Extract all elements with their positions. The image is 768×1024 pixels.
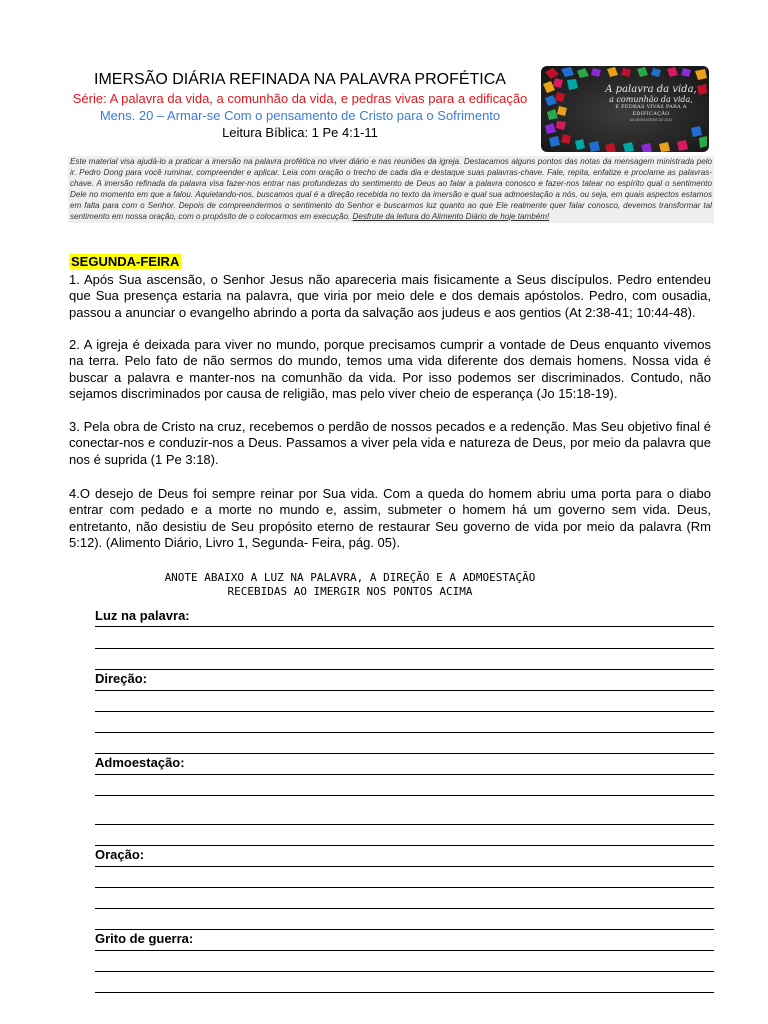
paragraph-1: 1. Após Sua ascensão, o Senhor Jesus não apareceria mais fisicamente a Seus discípulos. Pedro entendeu que Sua presença estaria na palavra, que viria por meio dele e dos demais apóstolos. Pedro, com ousadia, passou a anunciar o evangelho abrindo a porta da salvação aos judeus e aos gentios (At 2:38-41; 10:44-48). bbox=[69, 272, 711, 320]
banner-line-4: AS MENSAGENS DE 2022 bbox=[629, 118, 673, 122]
banner-line-2: a comunhão da vida, bbox=[609, 95, 693, 104]
bible-reading: Leitura Bíblica: 1 Pe 4:1-11 bbox=[222, 125, 378, 140]
paragraph-2: 2. A igreja é deixada para viver no mundo, porque precisamos cumprir a vontade de Deus enquanto vivemos na terra. Pelo fato de não sermos do mundo, temos uma vida diferente dos demais homens. Nossa vida é buscar a palavra e manter-nos na comunhão da vida. Por isso podemos ser discriminados. Contudo, não sejamos discriminados por causa de religião, mas pelo viver cheio de esperança (Jo 15:18-19). bbox=[69, 337, 711, 402]
series-title: Série: A palavra da vida, a comunhão da vida, e pedras vivas para a edificação bbox=[72, 91, 528, 106]
field-label-direcao: Direção: bbox=[95, 671, 148, 686]
writing-line[interactable] bbox=[95, 795, 714, 796]
writing-line[interactable] bbox=[95, 950, 714, 951]
writing-line[interactable] bbox=[95, 732, 714, 733]
writing-line[interactable] bbox=[95, 929, 714, 930]
document-header bbox=[60, 70, 540, 141]
writing-line[interactable] bbox=[95, 774, 714, 775]
writing-line[interactable] bbox=[95, 866, 714, 867]
document-title: IMERSÃO DIÁRIA REFINADA NA PALAVRA PROFÉTICA bbox=[94, 71, 506, 88]
field-label-oracao: Oração: bbox=[95, 847, 145, 862]
field-label-admoestacao: Admoestação: bbox=[95, 755, 185, 770]
intro-text: Este material visa ajudá-lo a praticar a imersão na palavra profética no viver diário e nas reuniões da igreja. Destacamos alguns pontos das notas da mensagem ministrada pelo ir. Pedro Dong para você ruminar, compreender e aplicar. Leia com oração o trecho de cada dia e destaque suas palavras-chave. Fale, repita, enfatize e proclame as palavras-chave. A imersão refinada da palavra visa fazer-nos entrar nas profundezas do sentimento de Deus ao falar a palavra conosco e fazer-nos tatear no espírito qual o sentimento Dele no momento em que a falou. Aquietando-nos, buscamos qual é a direção recebida no texto da imersão e qual sua admoestação a nós, ou seja, em quais aspectos estamos em falta para com o Senhor. Depois de compreendermos o sentimento do Senhor e buscarmos luz quanto ao que Ele realmente quer falar conosco, devemos transformar tal sentimento em nossa oração, com o propósito de o colocarmos em execução. bbox=[70, 157, 712, 221]
banner-line-3: E PEDRAS VIVAS PARA A EDIFICAÇÃO bbox=[615, 104, 687, 117]
notes-heading-line-2: RECEBIDAS AO IMERGIR NOS PONTOS ACIMA bbox=[227, 585, 473, 598]
writing-line[interactable] bbox=[95, 908, 714, 909]
field-label-luz: Luz na palavra: bbox=[95, 608, 190, 623]
writing-line[interactable] bbox=[95, 971, 714, 972]
banner-line-1: A palavra da vida, bbox=[605, 84, 697, 95]
notes-heading bbox=[100, 571, 600, 599]
writing-line[interactable] bbox=[95, 626, 714, 627]
notes-heading-line-1: ANOTE ABAIXO A LUZ NA PALAVRA, A DIREÇÃO E A ADMOESTAÇÃO bbox=[164, 571, 536, 584]
writing-line[interactable] bbox=[95, 824, 714, 825]
writing-line[interactable] bbox=[95, 845, 714, 846]
writing-line[interactable] bbox=[95, 992, 714, 993]
banner-text bbox=[597, 84, 705, 123]
writing-line[interactable] bbox=[95, 690, 714, 691]
series-banner-image bbox=[541, 66, 709, 152]
paragraph-3: 3. Pela obra de Cristo na cruz, recebemos o perdão de nossos pecados e a redenção. Mas Seu objetivo final é conectar-nos e conduzir-nos a Deus. Passamos a viver pela vida e natureza de Deus, por meio da palavra que nos é suprida (1 Pe 3:18). bbox=[69, 419, 711, 467]
writing-line[interactable] bbox=[95, 669, 714, 670]
writing-line[interactable] bbox=[95, 753, 714, 754]
intro-note bbox=[68, 156, 714, 223]
writing-line[interactable] bbox=[95, 648, 714, 649]
field-label-grito: Grito de guerra: bbox=[95, 931, 194, 946]
message-title: Mens. 20 – Armar-se Com o pensamento de Cristo para o Sofrimento bbox=[99, 108, 501, 123]
paragraph-4: 4.O desejo de Deus foi sempre reinar por Sua vida. Com a queda do homem abriu uma porta para o diabo entrar com pedado e a morte no mundo e, assim, submeter o homem há um governo sem vida. Deus, entretanto, não desistiu de Seu propósito eterno de restaurar Seu governo de vida por meio da palavra (Rm 5:12). (Alimento Diário, Livro 1, Segunda- Feira, pág. 05). bbox=[69, 486, 711, 551]
writing-line[interactable] bbox=[95, 711, 714, 712]
intro-closing: Desfrute da leitura do Alimento Diário de hoje também! bbox=[352, 211, 550, 221]
writing-line[interactable] bbox=[95, 887, 714, 888]
day-label: SEGUNDA-FEIRA bbox=[71, 254, 180, 269]
